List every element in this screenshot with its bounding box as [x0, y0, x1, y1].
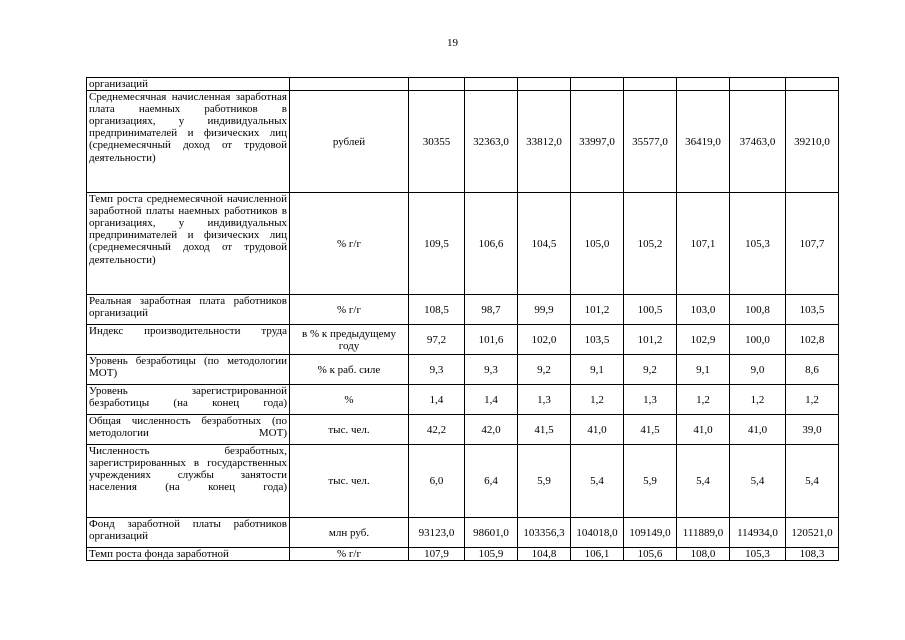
unit-cell: % к раб. силе: [290, 355, 409, 385]
value-cell: 41,0: [677, 415, 730, 445]
value-cell: 9,2: [518, 355, 571, 385]
table-row: [87, 518, 839, 548]
table-row: [87, 91, 839, 193]
value-cell: 105,3: [730, 548, 786, 561]
value-cell: 9,1: [571, 355, 624, 385]
table-row: [87, 355, 839, 385]
value-cell: 1,3: [624, 385, 677, 415]
value-cell: 32363,0: [465, 91, 518, 193]
value-cell: 39210,0: [786, 91, 839, 193]
value-cell: 41,5: [624, 415, 677, 445]
table-row: [87, 295, 839, 325]
value-cell: 42,2: [409, 415, 465, 445]
value-cell: 1,2: [677, 385, 730, 415]
value-cell: 5,4: [677, 445, 730, 518]
value-cell: 109,5: [409, 193, 465, 295]
value-cell: 39,0: [786, 415, 839, 445]
value-cell: 101,6: [465, 325, 518, 355]
unit-cell: % г/г: [290, 548, 409, 561]
value-cell: 1,2: [786, 385, 839, 415]
value-cell: 102,0: [518, 325, 571, 355]
indicator-cell: Темп роста фонда заработной: [87, 548, 290, 561]
value-cell: 108,0: [677, 548, 730, 561]
indicator-cell: организаций: [87, 78, 290, 91]
value-cell: 120521,0: [786, 518, 839, 548]
value-cell: 1,2: [571, 385, 624, 415]
unit-cell: [290, 78, 409, 91]
value-cell: 106,1: [571, 548, 624, 561]
value-cell: 111889,0: [677, 518, 730, 548]
value-cell: [786, 78, 839, 91]
page-number: 19: [447, 37, 458, 49]
value-cell: 30355: [409, 91, 465, 193]
value-cell: [677, 78, 730, 91]
value-cell: 1,4: [465, 385, 518, 415]
value-cell: 102,8: [786, 325, 839, 355]
value-cell: 5,9: [518, 445, 571, 518]
value-cell: 5,4: [571, 445, 624, 518]
value-cell: 9,1: [677, 355, 730, 385]
value-cell: 37463,0: [730, 91, 786, 193]
value-cell: 107,1: [677, 193, 730, 295]
value-cell: 42,0: [465, 415, 518, 445]
value-cell: 105,6: [624, 548, 677, 561]
value-cell: [409, 78, 465, 91]
table-row: [87, 193, 839, 295]
table-body: [87, 78, 839, 561]
value-cell: 33997,0: [571, 91, 624, 193]
value-cell: 101,2: [624, 325, 677, 355]
value-cell: 41,5: [518, 415, 571, 445]
value-cell: 9,3: [465, 355, 518, 385]
value-cell: 98601,0: [465, 518, 518, 548]
value-cell: 114934,0: [730, 518, 786, 548]
value-cell: 108,5: [409, 295, 465, 325]
value-cell: 107,7: [786, 193, 839, 295]
unit-cell: в % к предыдущему году: [290, 325, 409, 355]
unit-cell: % г/г: [290, 193, 409, 295]
value-cell: 101,2: [571, 295, 624, 325]
unit-cell: млн руб.: [290, 518, 409, 548]
indicator-cell: Уровень зарегистрированной безработицы (на конец года): [87, 385, 290, 415]
value-cell: 107,9: [409, 548, 465, 561]
indicator-cell: Реальная заработная плата работников организаций: [87, 295, 290, 325]
indicators-table: [86, 77, 839, 561]
value-cell: 104,8: [518, 548, 571, 561]
value-cell: 106,6: [465, 193, 518, 295]
value-cell: 6,0: [409, 445, 465, 518]
value-cell: 41,0: [730, 415, 786, 445]
value-cell: 103,0: [677, 295, 730, 325]
table-row: [87, 385, 839, 415]
value-cell: 8,6: [786, 355, 839, 385]
value-cell: 9,2: [624, 355, 677, 385]
value-cell: 102,9: [677, 325, 730, 355]
value-cell: 93123,0: [409, 518, 465, 548]
unit-cell: рублей: [290, 91, 409, 193]
value-cell: 5,9: [624, 445, 677, 518]
value-cell: 104018,0: [571, 518, 624, 548]
value-cell: 103,5: [571, 325, 624, 355]
value-cell: [624, 78, 677, 91]
value-cell: 35577,0: [624, 91, 677, 193]
value-cell: 98,7: [465, 295, 518, 325]
value-cell: 9,3: [409, 355, 465, 385]
value-cell: 109149,0: [624, 518, 677, 548]
table-row: [87, 78, 839, 91]
value-cell: 100,8: [730, 295, 786, 325]
table-row: [87, 548, 839, 561]
value-cell: 105,2: [624, 193, 677, 295]
value-cell: 105,0: [571, 193, 624, 295]
value-cell: 1,2: [730, 385, 786, 415]
indicator-cell: Среднемесячная начисленная заработная плата наемных работников в организациях, у индивидуальных предпринимателей и физических лиц (среднемесячный доход от трудовой деятельности): [87, 91, 290, 193]
unit-cell: тыс. чел.: [290, 415, 409, 445]
value-cell: 100,0: [730, 325, 786, 355]
value-cell: [465, 78, 518, 91]
indicator-cell: Индекс производительности труда: [87, 325, 290, 355]
unit-cell: тыс. чел.: [290, 445, 409, 518]
indicator-cell: Темп роста среднемесячной начисленной заработной платы наемных работников в организациях, у индивидуальных предпринимателей и физических лиц (среднемесячный доход от трудовой деятельности): [87, 193, 290, 295]
value-cell: 36419,0: [677, 91, 730, 193]
value-cell: [571, 78, 624, 91]
table-row: [87, 445, 839, 518]
value-cell: [730, 78, 786, 91]
value-cell: 105,9: [465, 548, 518, 561]
table-row: [87, 325, 839, 355]
value-cell: 41,0: [571, 415, 624, 445]
value-cell: 97,2: [409, 325, 465, 355]
indicator-cell: Уровень безработицы (по методологии МОТ): [87, 355, 290, 385]
value-cell: 5,4: [730, 445, 786, 518]
value-cell: [518, 78, 571, 91]
unit-cell: % г/г: [290, 295, 409, 325]
value-cell: 108,3: [786, 548, 839, 561]
table-row: [87, 415, 839, 445]
indicator-cell: Численность безработных, зарегистрированных в государственных учреждениях службы занятости населения (на конец года): [87, 445, 290, 518]
value-cell: 5,4: [786, 445, 839, 518]
value-cell: 103356,3: [518, 518, 571, 548]
indicator-cell: Общая численность безработных (по методологии МОТ): [87, 415, 290, 445]
unit-cell: %: [290, 385, 409, 415]
indicator-cell: Фонд заработной платы работников организаций: [87, 518, 290, 548]
value-cell: 6,4: [465, 445, 518, 518]
value-cell: 9,0: [730, 355, 786, 385]
value-cell: 104,5: [518, 193, 571, 295]
value-cell: 105,3: [730, 193, 786, 295]
value-cell: 103,5: [786, 295, 839, 325]
value-cell: 100,5: [624, 295, 677, 325]
value-cell: 33812,0: [518, 91, 571, 193]
value-cell: 99,9: [518, 295, 571, 325]
value-cell: 1,4: [409, 385, 465, 415]
value-cell: 1,3: [518, 385, 571, 415]
